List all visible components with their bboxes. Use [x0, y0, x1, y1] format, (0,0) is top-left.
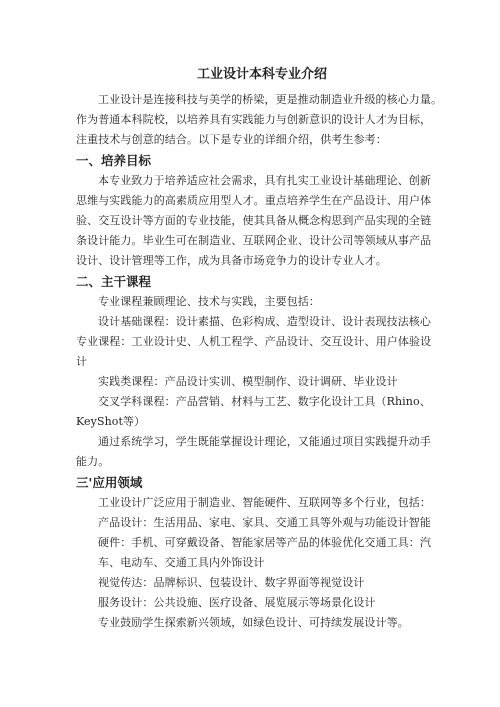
courses-cross: 交叉学科课程：产品营销、材料与工艺、数字化设计工具（Rhino、: [98, 395, 431, 408]
applications-product: 产品设计：生活用品、家电、家具、交通工具等外观与功能设计智能: [98, 516, 431, 529]
document-body: [76, 66, 443, 633]
courses-practice: 实践类课程：产品设计实训、模型制作、设计调研、毕业设计: [98, 375, 398, 388]
courses-core: 专业课程：工业设计史、人机工程学、产品设计、交互设计、用户体验设: [76, 335, 432, 348]
courses-basic: 设计基础课程：设计素描、色彩构成、造型设计、设计表现技法核心: [98, 315, 431, 328]
section-heading-goals: 一、培养目标: [76, 153, 152, 168]
goals-line: 本专业致力于培养适应社会需求，具有扎实工业设计基础理论、创新: [98, 174, 431, 187]
applications-product-cont: 车、电动车、交通工具内外饰设计: [98, 556, 265, 569]
courses-core-cont: 计: [76, 355, 88, 368]
section-heading-applications: 三'应用领域: [76, 475, 143, 490]
applications-intro: 工业设计广泛应用于制造业、智能硬件、互联网等多个行业，包括：: [98, 496, 431, 509]
goals-line: 思维与实践能力的高素质应用型人才。重点培养学生在产品设计、用户体: [76, 194, 432, 207]
intro-line: 注重技术与创意的结合。以下是专业的详细介绍，供考生参考：: [76, 133, 387, 146]
goals-paragraph: [76, 171, 440, 271]
applications-emerging: 专业鼓励学生探索新兴领域，如绿色设计、可持续发展设计等。: [98, 616, 409, 629]
applications-service: 服务设计：公共设施、医疗设备、展览展示等场景化设计: [98, 596, 376, 609]
courses-summary-cont: 能力。: [76, 455, 110, 468]
courses-intro: 专业课程兼顾理论、技术与实践，主要包括：: [98, 295, 320, 308]
courses-summary: 通过系统学习，学生既能掌握设计理论，又能通过项目实践提升动手: [98, 435, 431, 448]
goals-line: 条设计能力。毕业生可在制造业、互联网企业、设计公司等领域从事产品: [76, 234, 432, 247]
intro-line: 工业设计是连接科技与美学的桥梁，更是推动制造业升级的核心力量。: [98, 93, 443, 106]
courses-paragraph: [76, 292, 440, 472]
goals-line: 验、交互设计等方面的专业技能，使其具备从概念构思到产品实现的全链: [76, 214, 432, 227]
section-heading-courses: 二、主干课程: [76, 274, 152, 289]
document-title: 工业设计本科专业介绍: [196, 67, 327, 82]
applications-product-cont: 硬件：手机、可穿戴设备、智能家居等产品的体验优化交通工具：汽: [98, 536, 431, 549]
applications-visual: 视觉传达：品牌标识、包装设计、数字界面等视觉设计: [98, 576, 365, 589]
applications-paragraph: [76, 493, 440, 633]
intro-paragraph: [76, 90, 443, 150]
goals-line: 设计、设计管理等工作，成为具备市场竞争力的设计专业人才。: [76, 254, 387, 267]
intro-line: 作为普通本科院校，以培养具有实践能力与创新意识的设计人才为目标，: [76, 113, 432, 126]
courses-cross-cont: KeyShot等）: [76, 415, 146, 428]
